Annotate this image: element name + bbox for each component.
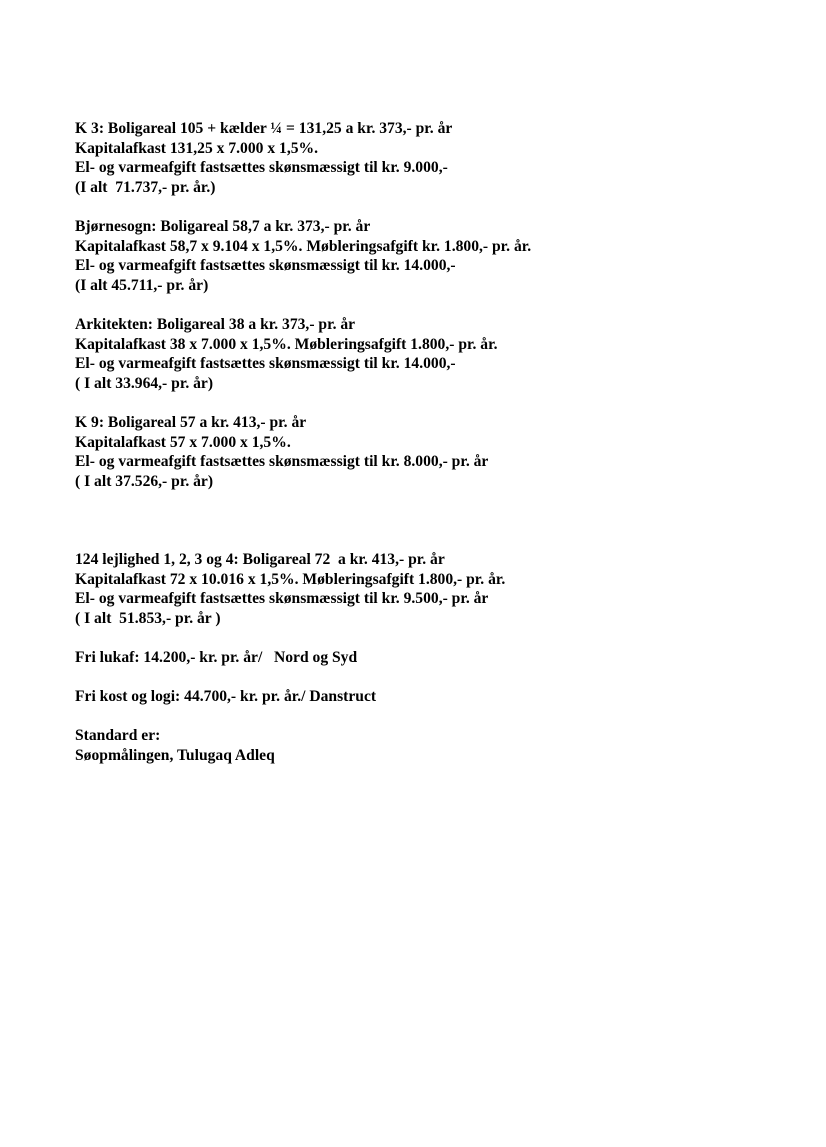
bjornesogn-total-line: (I alt 45.711,- pr. år) [75, 276, 209, 294]
document-body [75, 119, 795, 766]
lejlighed-heating-line: El- og varmeafgift fastsættes skønsmæssigt til kr. 9.500,- pr. år [75, 590, 489, 608]
section-spacer [75, 197, 795, 217]
section-spacer [75, 393, 795, 413]
k9-capital-line: Kapitalafkast 57 x 7.000 x 1,5%. [75, 433, 291, 451]
fri-kost-line: Fri kost og logi: 44.700,- kr. pr. år./ Danstruct [75, 688, 377, 706]
lejlighed-total-line: ( I alt 51.853,- pr. år ) [75, 609, 221, 627]
section-k9 [75, 413, 795, 491]
lejlighed-capital-line: Kapitalafkast 72 x 10.016 x 1,5%. Møbleringsafgift 1.800,- pr. år. [75, 570, 506, 588]
arkitekten-total-line: ( I alt 33.964,- pr. år) [75, 374, 214, 392]
lejlighed-area-line: 124 lejlighed 1, 2, 3 og 4: Boligareal 72 a kr. 413,- pr. år [75, 551, 445, 569]
k3-total-line: (I alt 71.737,- pr. år.) [75, 178, 216, 196]
k9-heating-line: El- og varmeafgift fastsættes skønsmæssigt til kr. 8.000,- pr. år [75, 453, 489, 471]
arkitekten-capital-line: Kapitalafkast 38 x 7.000 x 1,5%. Møbleringsafgift 1.800,- pr. år. [75, 335, 498, 353]
section-spacer [75, 668, 795, 688]
k9-total-line: ( I alt 37.526,- pr. år) [75, 472, 214, 490]
section-lejlighed-124 [75, 550, 795, 628]
section-fri-kost [75, 687, 795, 707]
k3-area-line: K 3: Boligareal 105 + kælder ¼ = 131,25 a kr. 373,- pr. år [75, 120, 453, 137]
section-arkitekten [75, 315, 795, 393]
section-spacer [75, 295, 795, 315]
section-fri-lukaf [75, 648, 795, 668]
k3-heating-line: El- og varmeafgift fastsættes skønsmæssigt til kr. 9.000,- [75, 159, 448, 177]
section-spacer [75, 707, 795, 727]
bjornesogn-heating-line: El- og varmeafgift fastsættes skønsmæssigt til kr. 14.000,- [75, 257, 456, 275]
section-standard [75, 726, 795, 765]
standard-heading-line: Standard er: [75, 727, 161, 745]
k9-area-line: K 9: Boligareal 57 a kr. 413,- pr. år [75, 413, 307, 431]
k3-capital-line: Kapitalafkast 131,25 x 7.000 x 1,5%. [75, 139, 319, 157]
arkitekten-area-line: Arkitekten: Boligareal 38 a kr. 373,- pr. år [75, 315, 356, 333]
section-spacer [75, 628, 795, 648]
fri-lukaf-line: Fri lukaf: 14.200,- kr. pr. år/ Nord og Syd [75, 649, 358, 667]
arkitekten-heating-line: El- og varmeafgift fastsættes skønsmæssigt til kr. 14.000,- [75, 355, 456, 373]
standard-value-line: Søopmålingen, Tulugaq Adleq [75, 747, 275, 765]
section-k3 [75, 119, 795, 197]
section-spacer-large [75, 491, 795, 550]
bjornesogn-area-line: Bjørnesogn: Boligareal 58,7 a kr. 373,- pr. år [75, 217, 371, 235]
section-bjornesogn [75, 217, 795, 295]
bjornesogn-capital-line: Kapitalafkast 58,7 x 9.104 x 1,5%. Møbleringsafgift kr. 1.800,- pr. år. [75, 237, 532, 255]
